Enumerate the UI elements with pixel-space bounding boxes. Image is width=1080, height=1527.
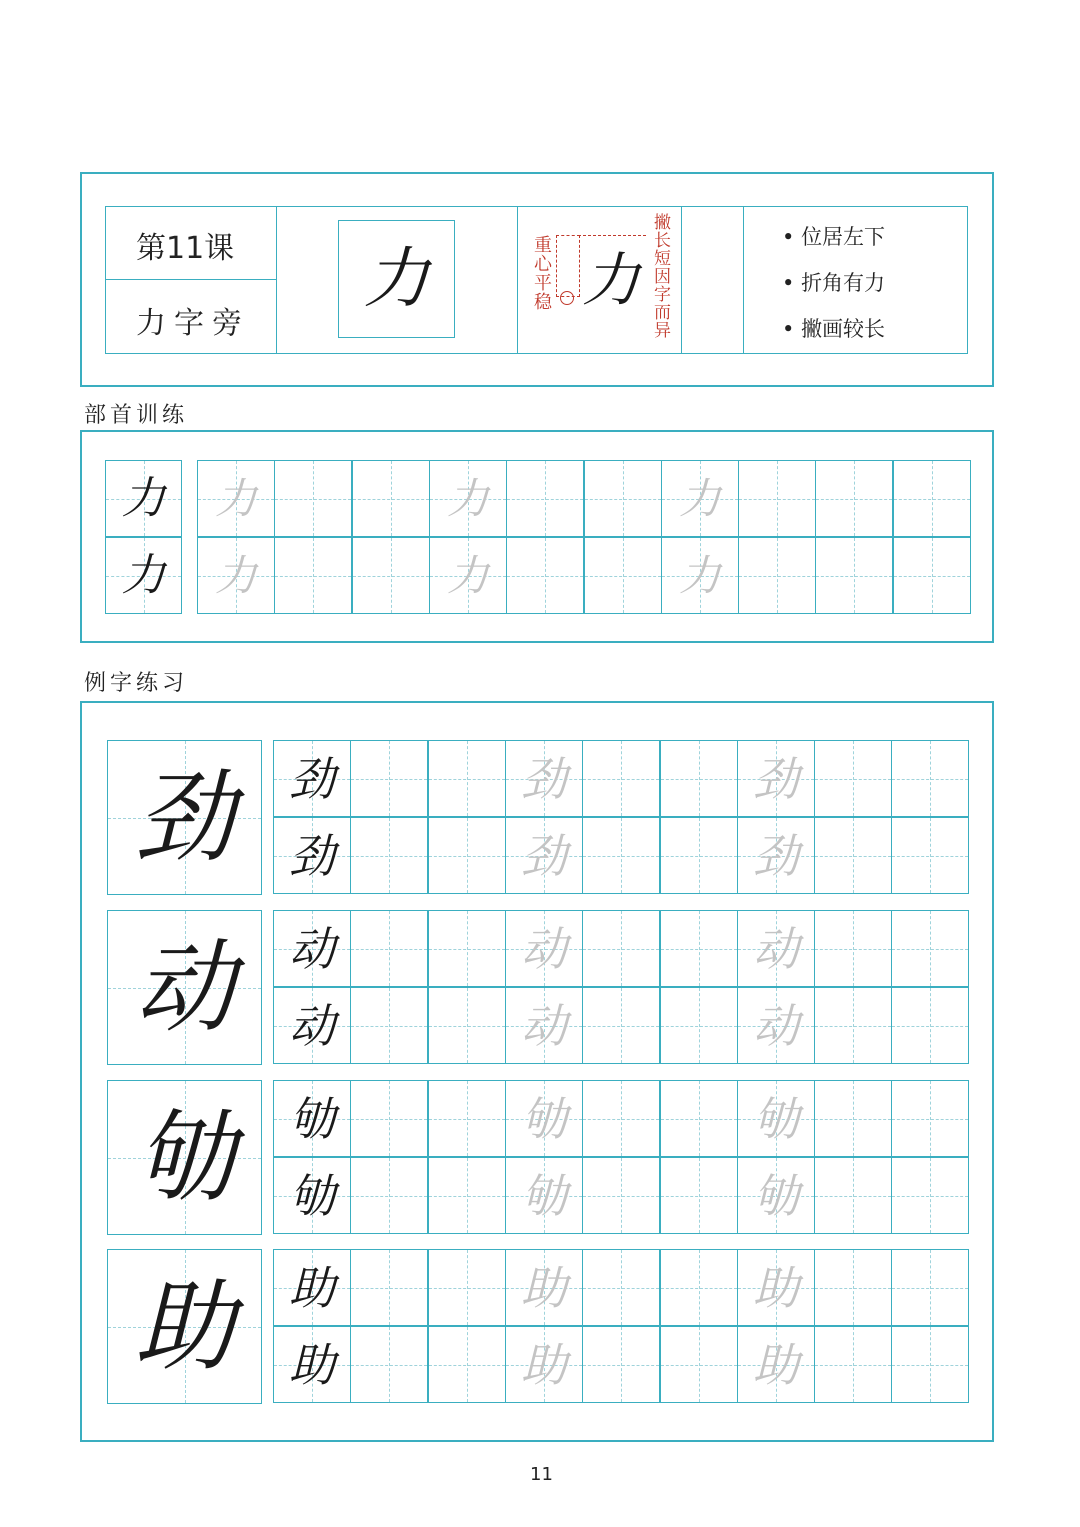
practice-cell xyxy=(273,1326,351,1403)
practice-cell xyxy=(582,1249,660,1326)
trace-char: 动 xyxy=(753,998,799,1053)
trace-char: 力 xyxy=(446,550,489,600)
example-model-cell xyxy=(107,1080,262,1235)
practice-cell xyxy=(582,1326,660,1403)
tip-item: • 折角有力 xyxy=(782,271,886,295)
gravity-center-icon xyxy=(560,291,574,305)
practice-cell xyxy=(582,740,660,817)
practice-cell xyxy=(737,1080,815,1157)
radical-name-box xyxy=(105,279,277,354)
practice-cell xyxy=(273,740,351,817)
trace-char: 力 xyxy=(678,473,721,523)
model-char: 动 xyxy=(289,998,335,1053)
trace-char: 力 xyxy=(678,550,721,600)
trace-char: 动 xyxy=(521,921,567,976)
practice-cell xyxy=(582,1080,660,1157)
practice-cell xyxy=(661,460,739,537)
practice-cell xyxy=(891,1249,969,1326)
practice-cell xyxy=(814,1080,892,1157)
trace-char: 助 xyxy=(753,1337,799,1392)
practice-cell xyxy=(428,1249,506,1326)
practice-cell xyxy=(429,460,507,537)
trace-char: 劬 xyxy=(753,1168,799,1223)
practice-cell xyxy=(428,1157,506,1234)
lesson-title-box xyxy=(105,206,277,280)
practice-cell xyxy=(660,1326,738,1403)
practice-cell xyxy=(891,1157,969,1234)
practice-cell xyxy=(893,460,971,537)
practice-cell xyxy=(814,1157,892,1234)
note-right: 撇长短因字而异 xyxy=(650,213,670,339)
practice-cell xyxy=(584,460,662,537)
trace-char: 力 xyxy=(214,473,257,523)
practice-cell xyxy=(350,1157,428,1234)
practice-cell xyxy=(737,910,815,987)
practice-cell xyxy=(661,537,739,614)
practice-cell xyxy=(350,817,428,894)
practice-cell xyxy=(891,1326,969,1403)
practice-cell xyxy=(505,910,583,987)
blank-box xyxy=(681,206,744,354)
practice-cell xyxy=(815,537,893,614)
practice-cell xyxy=(893,537,971,614)
practice-cell xyxy=(505,1080,583,1157)
practice-cell xyxy=(737,987,815,1064)
practice-cell xyxy=(584,537,662,614)
page-number: 11 xyxy=(530,1464,553,1485)
practice-cell xyxy=(506,537,584,614)
section-title-radical-training: 部首训练 xyxy=(84,403,189,428)
practice-cell xyxy=(274,537,352,614)
practice-cell xyxy=(350,1326,428,1403)
practice-cell xyxy=(350,740,428,817)
practice-cell xyxy=(428,817,506,894)
practice-cell xyxy=(505,987,583,1064)
practice-cell xyxy=(273,1249,351,1326)
practice-cell xyxy=(273,1157,351,1234)
tip-item: • 撇画较长 xyxy=(782,317,886,341)
example-model-cell xyxy=(107,910,262,1065)
practice-cell xyxy=(814,910,892,987)
trace-char: 力 xyxy=(446,473,489,523)
trace-char: 劬 xyxy=(521,1091,567,1146)
practice-cell xyxy=(738,537,816,614)
practice-cell xyxy=(352,460,430,537)
practice-cell xyxy=(737,1326,815,1403)
model-char: 劲 xyxy=(289,751,335,806)
practice-cell xyxy=(660,740,738,817)
practice-cell xyxy=(582,987,660,1064)
radical-display-char: 力 xyxy=(363,240,430,317)
tip-item: • 位居左下 xyxy=(782,225,886,249)
model-char: 力 xyxy=(121,472,166,524)
practice-cell xyxy=(428,1080,506,1157)
practice-cell xyxy=(350,1080,428,1157)
model-char: 动 xyxy=(289,921,335,976)
model-char: 劲 xyxy=(134,758,235,876)
model-char: 助 xyxy=(134,1267,235,1385)
trace-char: 助 xyxy=(521,1337,567,1392)
model-char: 劬 xyxy=(134,1098,235,1216)
practice-cell xyxy=(197,537,275,614)
practice-cell xyxy=(891,740,969,817)
model-char: 助 xyxy=(289,1337,335,1392)
trace-char: 动 xyxy=(521,998,567,1053)
practice-cell xyxy=(505,1249,583,1326)
lesson-label: 第11课 xyxy=(136,231,235,266)
practice-cell xyxy=(428,910,506,987)
radical-display-box xyxy=(338,220,455,338)
practice-cell xyxy=(350,910,428,987)
practice-cell xyxy=(428,987,506,1064)
practice-cell xyxy=(582,1157,660,1234)
practice-cell xyxy=(891,1080,969,1157)
practice-cell xyxy=(429,537,507,614)
practice-cell xyxy=(737,817,815,894)
model-char: 助 xyxy=(289,1260,335,1315)
practice-cell xyxy=(660,987,738,1064)
practice-cell xyxy=(814,1326,892,1403)
note-left: 重心平稳 xyxy=(531,235,552,311)
practice-cell xyxy=(505,740,583,817)
trace-char: 动 xyxy=(753,921,799,976)
practice-cell xyxy=(738,460,816,537)
practice-cell xyxy=(891,817,969,894)
practice-cell xyxy=(737,740,815,817)
radical-model-cell xyxy=(105,537,182,614)
practice-cell xyxy=(660,1157,738,1234)
practice-cell xyxy=(428,740,506,817)
practice-cell xyxy=(582,817,660,894)
practice-cell xyxy=(350,1249,428,1326)
model-char: 劬 xyxy=(289,1091,335,1146)
radical-model-cell xyxy=(105,460,182,537)
practice-cell xyxy=(814,1249,892,1326)
trace-char: 助 xyxy=(521,1260,567,1315)
structure-char: 力 xyxy=(581,246,640,314)
example-model-cell xyxy=(107,740,262,895)
practice-cell xyxy=(273,1080,351,1157)
practice-cell xyxy=(505,817,583,894)
structure-analysis-box xyxy=(517,206,682,354)
practice-cell xyxy=(737,1249,815,1326)
practice-cell xyxy=(505,1326,583,1403)
trace-char: 劲 xyxy=(521,751,567,806)
radical-name: 力字旁 xyxy=(136,306,250,341)
practice-cell xyxy=(815,460,893,537)
trace-char: 劬 xyxy=(753,1091,799,1146)
practice-cell xyxy=(350,987,428,1064)
trace-char: 劲 xyxy=(753,828,799,883)
practice-cell xyxy=(273,987,351,1064)
practice-cell xyxy=(506,460,584,537)
practice-cell xyxy=(428,1326,506,1403)
practice-cell xyxy=(814,740,892,817)
practice-cell xyxy=(660,1249,738,1326)
model-char: 力 xyxy=(121,549,166,601)
practice-cell xyxy=(660,910,738,987)
section-title-example-practice: 例字练习 xyxy=(84,671,189,696)
practice-cell xyxy=(660,817,738,894)
practice-cell xyxy=(274,460,352,537)
tips-box xyxy=(743,206,968,354)
trace-char: 助 xyxy=(753,1260,799,1315)
practice-cell xyxy=(737,1157,815,1234)
model-char: 劲 xyxy=(289,828,335,883)
practice-cell xyxy=(273,910,351,987)
practice-cell xyxy=(273,817,351,894)
practice-cell xyxy=(352,537,430,614)
trace-char: 劲 xyxy=(521,828,567,883)
practice-cell xyxy=(814,987,892,1064)
practice-cell xyxy=(891,910,969,987)
trace-char: 力 xyxy=(214,550,257,600)
model-char: 动 xyxy=(134,928,235,1046)
practice-cell xyxy=(505,1157,583,1234)
practice-cell xyxy=(891,987,969,1064)
example-model-cell xyxy=(107,1249,262,1404)
practice-cell xyxy=(660,1080,738,1157)
practice-cell xyxy=(582,910,660,987)
model-char: 劬 xyxy=(289,1168,335,1223)
trace-char: 劲 xyxy=(753,751,799,806)
practice-cell xyxy=(197,460,275,537)
trace-char: 劬 xyxy=(521,1168,567,1223)
practice-cell xyxy=(814,817,892,894)
